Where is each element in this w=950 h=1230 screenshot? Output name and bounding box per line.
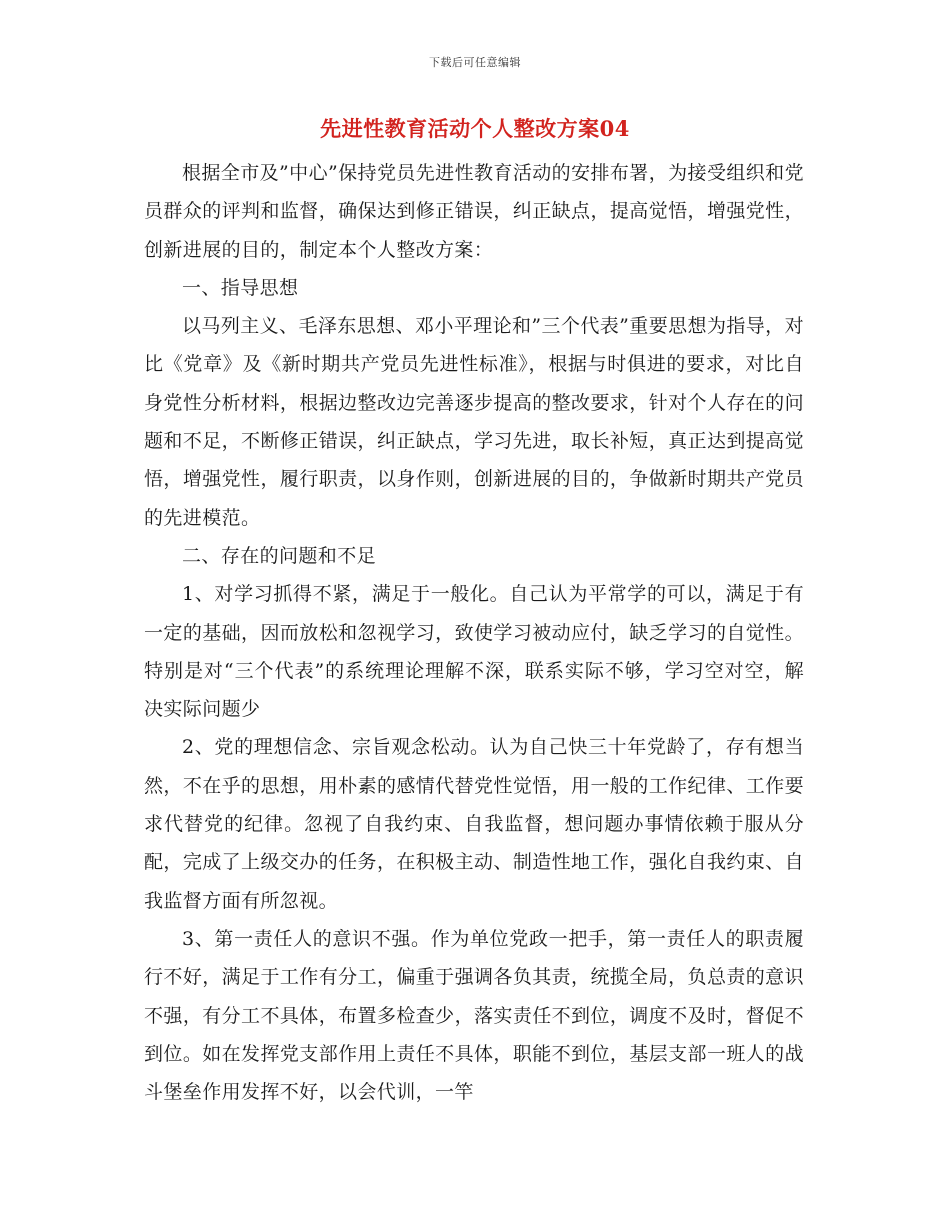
problem-item-1: 1、对学习抓得不紧，满足于一般化。自己认为平常学的可以，满足于有一定的基础，因而放松和忽视学习，致使学习被动应付，缺乏学习的自觉性。特别是对“三个代表”的系统理论理解不深，联系实际不够，学习空对空，解决实际问题少 [144, 583, 804, 721]
document-body [144, 154, 804, 1111]
section-heading-guiding-ideology: 一、指导思想 [182, 276, 299, 299]
intro-paragraph: 根据全市及”中心”保持党员先进性教育活动的安排布署，为接受组织和党员群众的评判和监督，确保达到修正错误，纠正缺点，提高觉悟，增强党性，创新进展的目的，制定本个人整改方案： [144, 162, 804, 261]
section-heading-problems: 二、存在的问题和不足 [182, 544, 377, 567]
problem-item-3: 3、第一责任人的意识不强。作为单位党政一把手，第一责任人的职责履行不好，满足于工作有分工，偏重于强调各负其责，统揽全局，负总责的意识不强，有分工不具体，布置多检查少，落实责任不到位，调度不及时，督促不到位。如在发挥党支部作用上责任不具体，职能不到位，基层支部一班人的战斗堡垒作用发挥不好，以会代训，一竿 [144, 927, 804, 1104]
document-title: 先进性教育活动个人整改方案04 [320, 116, 630, 141]
problem-item-2: 2、党的理想信念、宗旨观念松动。认为自己快三十年党龄了，存有想当然，不在乎的思想，用朴素的感情代替党性觉悟，用一般的工作纪律、工作要求代替党的纪律。忽视了自我约束、自我监督，想问题办事情依赖于服从分配，完成了上级交办的任务，在积极主动、制造性地工作，强化自我约束、自我监督方面有所忽视。 [144, 736, 804, 912]
page-header-note: 下载后可任意编辑 [429, 56, 521, 69]
guiding-ideology-paragraph: 以马列主义、毛泽东思想、邓小平理论和”三个代表”重要思想为指导，对比《党章》及《新时期共产党员先进性标准》，根据与时俱进的要求，对比自身党性分析材料，根据边整改边完善逐步提高的整改要求，针对个人存在的问题和不足，不断修正错误，纠正缺点，学习先进，取长补短，真正达到提高觉悟，增强党性，履行职责，以身作则，创新进展的目的，争做新时期共产党员的先进模范。 [144, 315, 804, 529]
